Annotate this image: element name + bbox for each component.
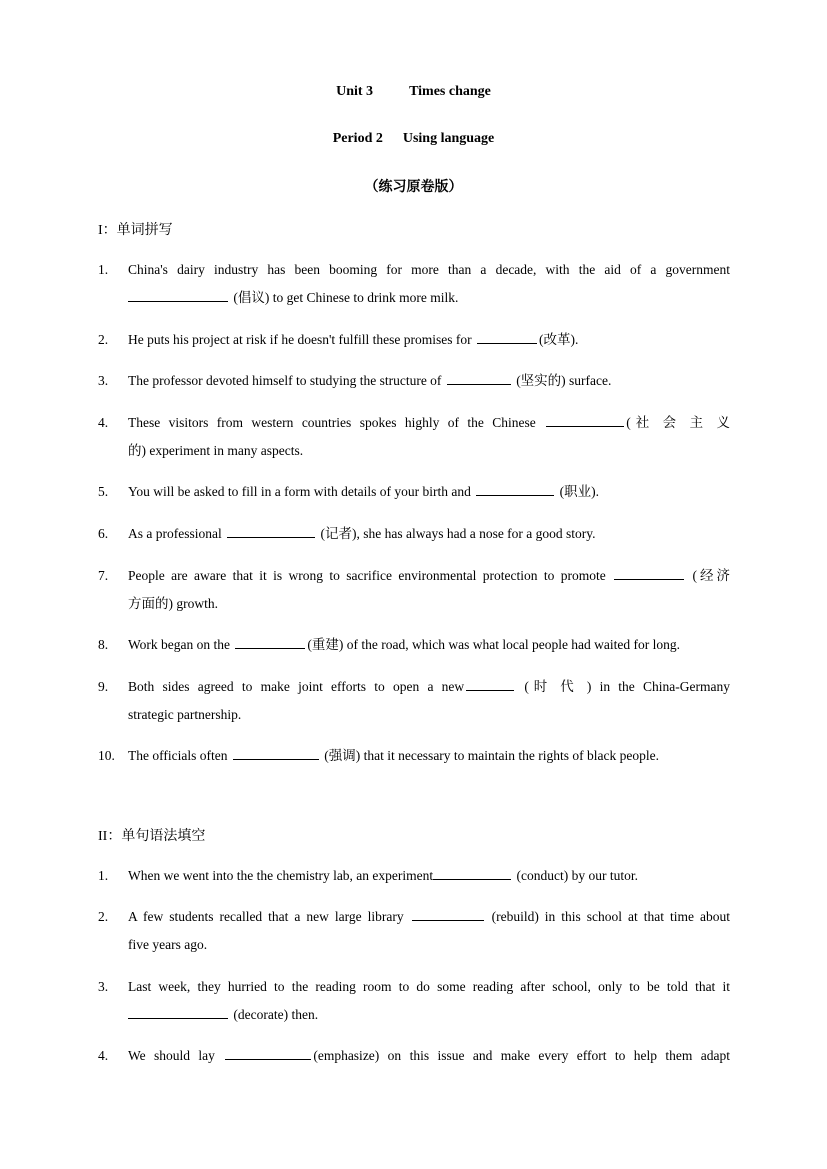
version-title: （练习原卷版） — [364, 180, 463, 195]
item-hint: (强调) that it necessary to maintain the rights of black people. — [320, 748, 659, 763]
item-hint: (rebuild) in this school at that time about — [485, 909, 730, 924]
item-text: strategic partnership. — [128, 707, 242, 722]
item-text: As a professional — [128, 526, 226, 541]
item-hint: (记者), she has always had a nose for a good story. — [317, 526, 596, 541]
item-number: 3. — [98, 979, 109, 994]
item-number: 2. — [98, 332, 109, 347]
item-text: The professor devoted himself to studying the structure of — [128, 373, 445, 388]
item-text: (倡议) to get Chinese to drink more milk. — [230, 290, 459, 305]
answer-blank[interactable] — [412, 906, 484, 921]
answer-blank[interactable] — [477, 329, 537, 344]
answer-blank[interactable] — [233, 745, 319, 760]
exercise-item — [98, 520, 730, 548]
exercise-item — [98, 562, 730, 590]
item-hint: (职业). — [556, 484, 599, 499]
unit-number: Unit 3 — [336, 84, 374, 99]
item-text: 的) experiment in many aspects. — [128, 443, 304, 458]
exercise-item — [98, 742, 730, 770]
item-text: You will be asked to fill in a form with details of your birth and — [128, 484, 475, 499]
exercise-item — [98, 1042, 730, 1070]
item-text: Work began on the — [128, 637, 234, 652]
period-name: Using language — [402, 131, 495, 146]
answer-blank[interactable] — [235, 634, 305, 649]
exercise-item — [98, 903, 730, 931]
exercise-item — [98, 631, 730, 659]
item-number: 7. — [98, 568, 109, 583]
exercise-item — [98, 367, 730, 395]
item-number: 2. — [98, 909, 109, 924]
item-number: 9. — [98, 679, 109, 694]
exercise-item — [98, 673, 730, 701]
item-hint: (社 会 主 义 — [626, 415, 731, 430]
answer-blank[interactable] — [476, 481, 554, 496]
item-number: 1. — [98, 262, 109, 277]
item-number: 4. — [98, 1048, 109, 1063]
item-text: Last week, they hurried to the reading room to do some reading after school, only to be told that it — [128, 979, 730, 994]
period-number: Period 2 — [332, 131, 383, 146]
unit-title — [0, 84, 827, 100]
answer-blank[interactable] — [466, 676, 514, 691]
exercise-item — [98, 256, 730, 284]
item-hint: (conduct) by our tutor. — [513, 868, 639, 883]
item-text: The officials often — [128, 748, 231, 763]
item-hint: (坚实的) surface. — [512, 373, 612, 388]
exercise-item-continued — [98, 1001, 730, 1029]
exercise-item — [98, 409, 730, 437]
exercise-item-continued — [98, 437, 730, 465]
item-hint: (重建) of the road, which was what local people had waited for long. — [307, 637, 681, 652]
exercise-item-continued — [98, 590, 730, 618]
item-number: 5. — [98, 484, 109, 499]
item-hint: (经济 — [686, 568, 730, 583]
exercise-item — [98, 478, 730, 506]
exercise-item — [98, 973, 730, 1001]
exercise-item — [98, 326, 730, 354]
answer-blank[interactable] — [227, 523, 315, 538]
item-number: 1. — [98, 868, 109, 883]
answer-blank[interactable] — [614, 565, 684, 580]
section-1-heading: I：单词拼写 — [98, 223, 173, 238]
unit-name: Times change — [409, 84, 491, 99]
answer-blank[interactable] — [128, 287, 228, 302]
answer-blank[interactable] — [225, 1045, 311, 1060]
item-text: A few students recalled that a new large library — [128, 909, 410, 924]
item-hint: (emphasize) on this issue and make every effort to help them adapt — [313, 1048, 730, 1063]
exercise-item-continued — [98, 284, 730, 312]
answer-blank[interactable] — [447, 370, 511, 385]
item-text: These visitors from western countries spokes highly of the Chinese — [128, 415, 545, 430]
item-number: 4. — [98, 415, 109, 430]
item-text: People are aware that it is wrong to sacrifice environmental protection to promote — [128, 568, 613, 583]
item-number: 6. — [98, 526, 109, 541]
item-text: Both sides agreed to make joint efforts to open a new — [128, 679, 465, 694]
item-hint: (改革). — [539, 332, 579, 347]
answer-blank[interactable] — [433, 865, 511, 880]
section-2-heading: II：单句语法填空 — [98, 829, 206, 844]
item-text: 方面的) growth. — [128, 596, 218, 611]
period-title — [0, 131, 827, 147]
item-text: When we went into the the chemistry lab, an experiment — [128, 868, 434, 883]
item-text: five years ago. — [128, 937, 208, 952]
item-text: We should lay — [128, 1048, 224, 1063]
answer-blank[interactable] — [546, 412, 624, 427]
exercise-item — [98, 862, 730, 890]
item-text-line1: China's dairy industry has been booming for more than a decade, with the aid of a government — [128, 262, 730, 277]
item-hint: (decorate) then. — [230, 1007, 319, 1022]
answer-blank[interactable] — [128, 1004, 228, 1019]
exercise-item-continued — [98, 701, 730, 729]
exercise-item-continued — [98, 931, 730, 959]
item-hint: (时 代 ) in the China-Germany — [516, 679, 730, 694]
item-number: 10. — [98, 748, 115, 763]
item-text: He puts his project at risk if he doesn't fulfill these promises for — [128, 332, 475, 347]
item-number: 8. — [98, 637, 109, 652]
item-number: 3. — [98, 373, 109, 388]
